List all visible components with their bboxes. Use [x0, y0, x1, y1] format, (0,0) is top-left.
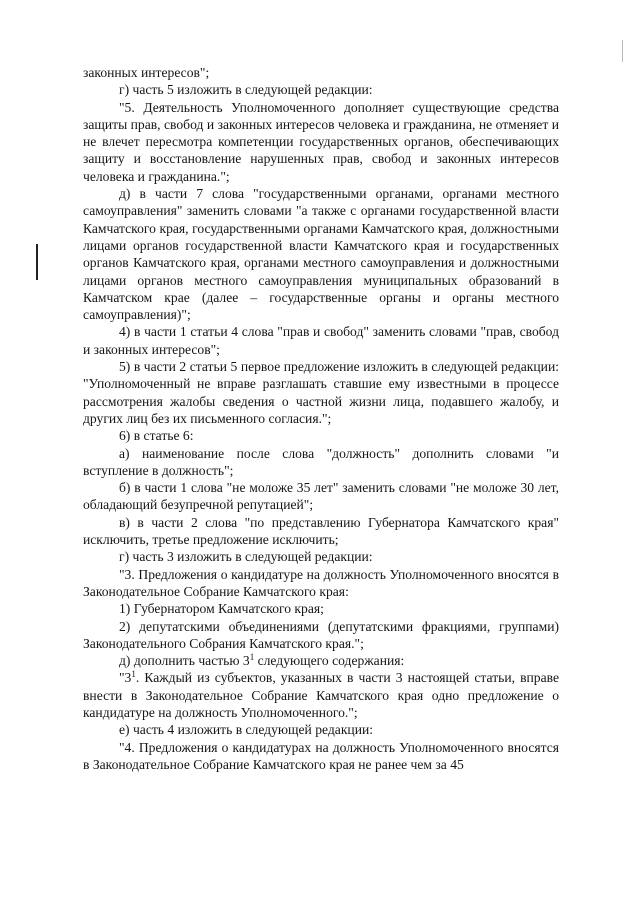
paragraph: г) часть 3 изложить в следующей редакции: — [119, 549, 373, 565]
text-run: следующего содержания: — [254, 653, 405, 669]
superscript: 1 — [131, 669, 136, 680]
document-body — [83, 64, 559, 773]
paragraph: в) в части 2 слова "по представлению Губернатора Камчатского края" исключить, третье предложение исключить; — [83, 514, 559, 548]
paragraph: "3. Предложения о кандидатуре на должность Уполномоченного вносятся в Законодательное Собрание Камчатского края: — [83, 566, 559, 599]
text-run: . Каждый из субъектов, указанных в части 3 настоящей статьи, вправе внести в Законодательное Собрание Камчатского края одно предложение о кандидатуре на должность Уполномоченного."; — [83, 670, 559, 720]
margin-revision-bar — [36, 244, 38, 280]
paragraph-with-superscript — [83, 669, 559, 721]
paragraph: е) часть 4 изложить в следующей редакции: — [119, 722, 374, 738]
paragraph: 5) в части 2 статьи 5 первое предложение изложить в следующей редакции: "Уполномоченный не вправе разглашать ставшие ему известными в процессе рассмотрения жалобы сведения о частной жизни лица, подавшего жалобу, и других лиц без их письменного согласия."; — [83, 359, 559, 426]
paragraph: 1) Губернатором Камчатского края; — [119, 601, 324, 617]
text-run: "3 — [119, 670, 132, 686]
paragraph: 2) депутатскими объединениями (депутатскими фракциями, группами) Законодательного Собрания Камчатского края."; — [83, 618, 559, 651]
paragraph: 4) в части 1 статьи 4 слова "прав и свобод" заменить словами "прав, свобод и законных интересов"; — [83, 324, 559, 357]
paragraph: законных интересов"; — [83, 65, 210, 80]
paragraph: д) в части 7 слова "государственными органами, органами местного самоуправления" заменить словами "а также с органами государственной власти Камчатского края, государственными органами Камчатского края, должностными лицами органов государственной власти Камчатского края и государственных органов Камчатского края, органами местного самоуправления и должностными лицами органов местного самоуправления муниципальных образований в Камчатском крае (далее – государственные органы и органы местного самоуправления)"; — [83, 186, 559, 323]
paragraph: "5. Деятельность Уполномоченного дополняет существующие средства защиты прав, свобод и законных интересов человека и гражданина, не отменяет и не влечет пересмотра компетенции государственных органов, обеспечивающих защиту и восстановление нарушенных прав, свобод и законных интересов человека и гражданина."; — [83, 99, 559, 184]
paragraph: а) наименование после слова "должность" дополнить словами "и вступление в должность"; — [83, 445, 559, 478]
superscript: 1 — [249, 652, 255, 663]
paragraph: 6) в статье 6: — [119, 428, 194, 444]
paragraph: "4. Предложения о кандидатурах на должность Уполномоченного вносятся в Законодательное Собрание Камчатского края не ранее чем за 45 — [83, 739, 559, 772]
scan-edge-mark — [622, 40, 623, 62]
text-run: д) дополнить частью 3 — [119, 653, 250, 669]
paragraph: г) часть 5 изложить в следующей редакции: — [119, 82, 373, 98]
paragraph: б) в части 1 слова "не моложе 35 лет" заменить словами "не моложе 30 лет, обладающий безупречной репутацией"; — [83, 480, 559, 513]
paragraph-with-superscript — [83, 652, 559, 669]
